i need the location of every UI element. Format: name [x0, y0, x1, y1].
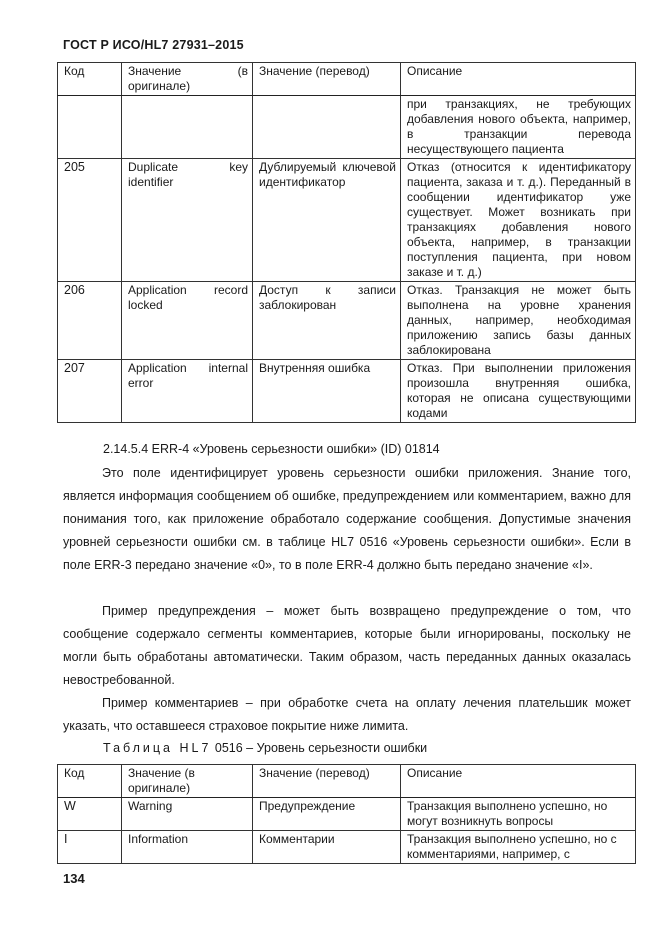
table-row — [58, 798, 636, 831]
cell-translation: Доступ к записи заблокирован — [253, 282, 401, 360]
table-caption — [103, 741, 427, 755]
table-caption-title: 0516 – Уровень серьезности ошибки — [214, 741, 428, 755]
column-header-code: Код — [58, 63, 122, 96]
cell-description: Транзакция выполнено успешно, но могут возникнуть вопросы — [401, 798, 636, 831]
cell-original: Duplicate key identifier — [122, 159, 253, 282]
paragraph: Пример комментариев – при обработке счета на оплату лечения плательшик может указать, что оставшееся страховое покрытие ниже лимита. — [63, 696, 631, 733]
cell-description: Транзакция выполнено успешно, но с комментариями, например, с — [401, 831, 636, 864]
cell-code: 206 — [58, 282, 122, 360]
cell-translation — [253, 96, 401, 159]
table-row — [58, 282, 636, 360]
column-header-translation: Значение (перевод) — [253, 63, 401, 96]
cell-translation: Предупреждение — [253, 798, 401, 831]
column-header-original: Значение (в оригинале) — [122, 63, 253, 96]
paragraph: Пример предупреждения – может быть возвращено предупреждение о том, что сообщение содержало сегменты комментариев, которые были игнорированы, поскольку не могли быть обработаны автоматически. Таким образом, часть переданных данных оказалась невостребованной. — [63, 604, 631, 687]
column-header-original: Значение (в оригинале) — [122, 765, 253, 798]
document-header: ГОСТ Р ИСО/HL7 27931–2015 — [63, 38, 244, 52]
cell-translation: Комментарии — [253, 831, 401, 864]
column-header-code: Код — [58, 765, 122, 798]
cell-original: Information — [122, 831, 253, 864]
table-header-row — [58, 765, 636, 798]
page-number: 134 — [63, 871, 85, 886]
cell-description: при транзакциях, не требующих добавления нового объекта, например, в транзакции перевода несуществующего пациента — [401, 96, 636, 159]
cell-original: Application record locked — [122, 282, 253, 360]
table-row — [58, 831, 636, 864]
cell-original — [122, 96, 253, 159]
table-row — [58, 360, 636, 423]
cell-code: 205 — [58, 159, 122, 282]
section-title: 2.14.5.4 ERR-4 «Уровень серьезности ошибки» (ID) 01814 — [103, 442, 440, 456]
table-header-row — [58, 63, 636, 96]
cell-description: Отказ. Транзакция не может быть выполнена на уровне хранения данных, например, необходимая приложению запись базы данных заблокирована — [401, 282, 636, 360]
table-row — [58, 96, 636, 159]
cell-code: W — [58, 798, 122, 831]
column-header-translation: Значение (перевод) — [253, 765, 401, 798]
cell-description: Отказ (относится к идентификатору пациента, заказа и т. д.). Переданный в сообщении идентификатор уже существует. Может возникать при транзакциях добавления нового объекта, например, в транзакции поступления пациента, при новом заказе и т. д.) — [401, 159, 636, 282]
table-row — [58, 159, 636, 282]
error-codes-table — [57, 62, 636, 423]
cell-code — [58, 96, 122, 159]
cell-original: Warning — [122, 798, 253, 831]
column-header-description: Описание — [401, 63, 636, 96]
cell-code: I — [58, 831, 122, 864]
cell-original: Application internal error — [122, 360, 253, 423]
cell-code: 207 — [58, 360, 122, 423]
table-caption-label: Таблица HL7 — [103, 741, 212, 755]
column-header-description: Описание — [401, 765, 636, 798]
severity-table — [57, 764, 636, 864]
cell-description: Отказ. При выполнении приложения произошла внутренняя ошибка, которая не описана существующими кодами — [401, 360, 636, 423]
cell-translation: Дублируемый ключевой идентификатор — [253, 159, 401, 282]
paragraph: Это поле идентифицирует уровень серьезности ошибки приложения. Знание того, является информация сообщением об ошибке, предупреждением или комментарием, важно для понимания того, как приложение обработало содержание сообщения. Допустимые значения уровней серьезности ошибки см. в таблице HL7 0516 «Уровень серьезности ошибки». Если в поле ERR-3 передано значение «0», то в поле ERR-4 должно быть передано значение «I». — [63, 466, 631, 572]
cell-translation: Внутренняя ошибка — [253, 360, 401, 423]
